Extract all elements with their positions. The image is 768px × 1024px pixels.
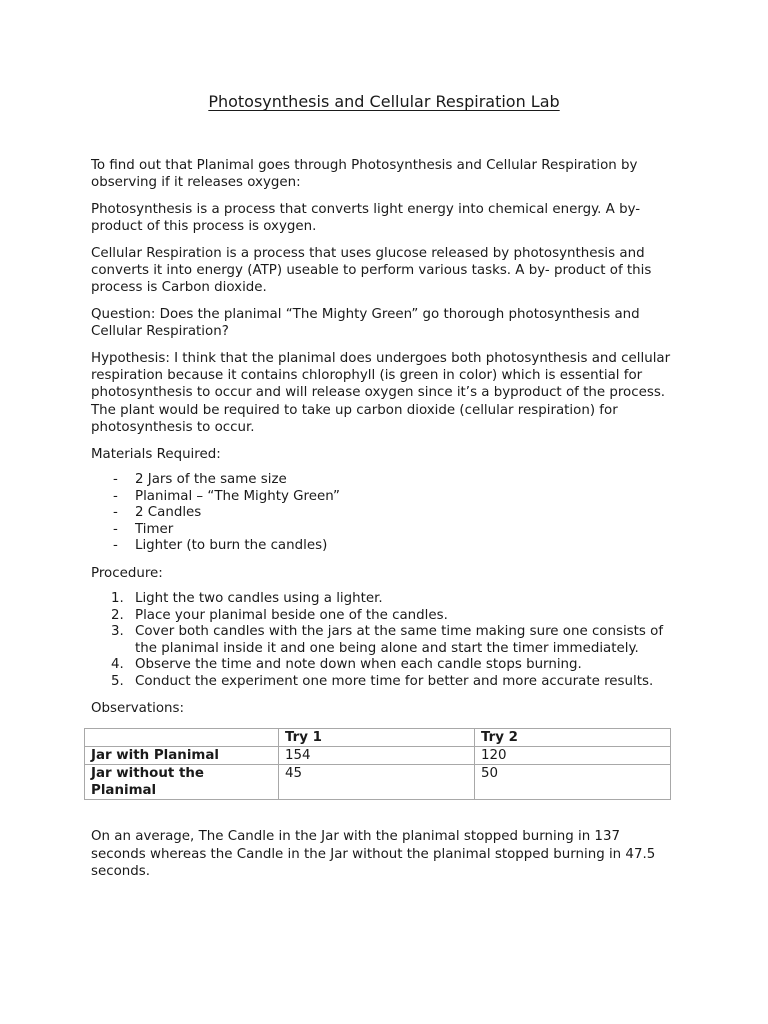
list-item: - Planimal – “The Mighty Green” <box>91 489 676 506</box>
step-text: Cover both candles with the jars at the same time making sure one consists of the planimal inside it and one being alone and start the timer immediately. <box>135 624 664 656</box>
aim-paragraph: To find out that Planimal goes through Photosynthesis and Cellular Respiration by observing if it releases oxygen: <box>91 158 638 191</box>
document-body <box>91 157 676 890</box>
summary-paragraph: On an average, The Candle in the Jar with the planimal stopped burning in 137 seconds whereas the Candle in the Jar without the planimal stopped burning in 47.5 seconds. <box>91 829 656 880</box>
photosynthesis-paragraph: Photosynthesis is a process that converts light energy into chemical energy. A by-product of this process is oxygen. <box>91 201 641 235</box>
observations-table <box>84 728 671 800</box>
step-text: Conduct the experiment one more time for better and more accurate results. <box>135 673 654 689</box>
step-number: 2. <box>111 607 124 623</box>
table-cell: 154 <box>279 747 475 765</box>
step-number: 1. <box>111 591 124 606</box>
list-item <box>91 591 676 608</box>
step-number: 4. <box>111 657 124 672</box>
table-row <box>85 747 671 765</box>
question-paragraph: Question: Does the planimal “The Mighty Green” go thorough photosynthesis and Cellular Respiration? <box>91 306 640 340</box>
step-text: Light the two candles using a lighter. <box>135 591 383 606</box>
table-header-row <box>85 729 671 747</box>
table-cell: 50 <box>475 765 671 800</box>
step-number: 5. <box>111 673 124 689</box>
list-item: - Timer <box>91 522 676 539</box>
list-item <box>91 657 676 674</box>
list-item <box>91 674 676 691</box>
table-header-cell: Try 2 <box>475 729 671 747</box>
list-item <box>91 624 676 657</box>
table-cell: 120 <box>475 747 671 765</box>
table-header-cell <box>85 729 279 747</box>
materials-list <box>91 472 676 555</box>
row-label-cell: Jar with Planimal <box>85 747 279 765</box>
list-item: - 2 Candles <box>91 505 676 522</box>
respiration-paragraph: Cellular Respiration is a process that uses glucose released by photosynthesis and converts it into energy (ATP) useable to perform various tasks. A by- product of this process is Carbon dioxide. <box>91 245 652 296</box>
row-label-cell: Jar without the Planimal <box>85 765 279 800</box>
step-text: Place your planimal beside one of the candles. <box>135 607 448 623</box>
list-item: - Lighter (to burn the candles) <box>91 538 676 555</box>
list-item <box>91 608 676 625</box>
list-item: - 2 Jars of the same size <box>91 472 676 489</box>
table-row <box>85 765 671 800</box>
materials-heading: Materials Required: <box>91 446 221 462</box>
step-number: 3. <box>111 624 124 639</box>
hypothesis-paragraph: Hypothesis: I think that the planimal does undergoes both photosynthesis and cellular respiration because it contains chlorophyll (is green in color) which is essential for photosynthesis to occur and will release oxygen since it’s a byproduct of the process. The plant would be required to take up carbon dioxide (cellular respiration) for photosynthesis to occur. <box>91 350 671 436</box>
procedure-heading: Procedure: <box>91 565 163 581</box>
observations-heading: Observations: <box>91 701 185 716</box>
page-title: Photosynthesis and Cellular Respiration Lab <box>208 92 560 111</box>
table-cell: 45 <box>279 765 475 800</box>
table-header-cell: Try 1 <box>279 729 475 747</box>
procedure-list <box>91 591 676 690</box>
step-text: Observe the time and note down when each candle stops burning. <box>135 657 582 672</box>
